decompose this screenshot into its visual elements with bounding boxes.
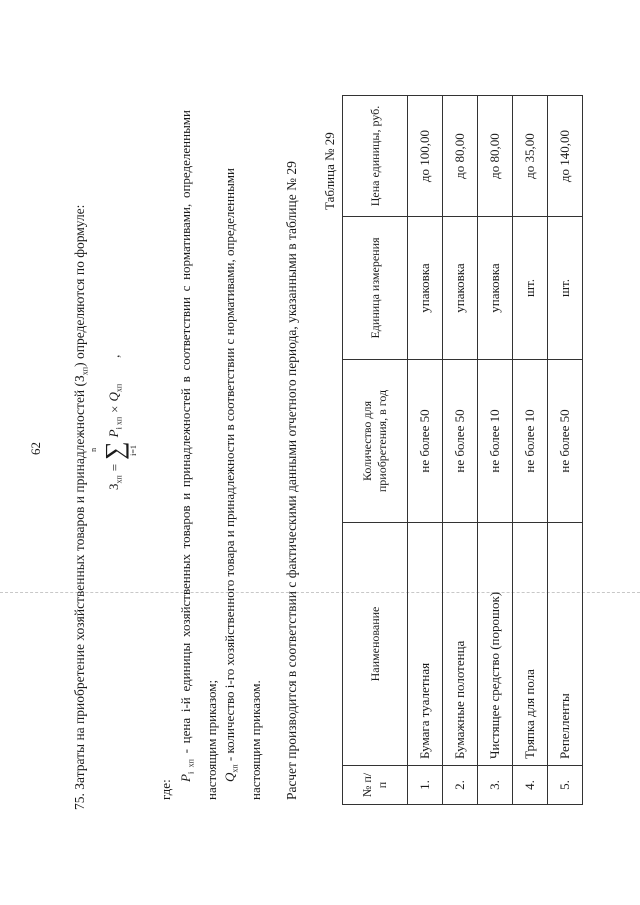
table-caption: Таблица № 29 (322, 132, 337, 210)
header-name: Наименование (343, 523, 408, 766)
section-heading-symbol: $З_{хп}$ (72, 366, 90, 382)
row-unit: упаковка (408, 217, 443, 360)
row-quantity: не более 50 (408, 360, 443, 523)
table-row (478, 96, 513, 805)
row-unit: упаковка (443, 217, 478, 360)
row-quantity: не более 10 (478, 360, 513, 523)
table-row (443, 96, 478, 805)
formula-comma: , (107, 354, 122, 358)
row-price: до 80,00 (443, 96, 478, 217)
row-unit: шт. (513, 217, 548, 360)
definition-quantity: $Q_{хп}$ - количество i-го хозяйственного товара и принадлежности в соответствии с нормативами, определенными настоящим приказом. (222, 168, 263, 800)
section-heading (72, 205, 90, 810)
row-name: Бумажные полотенца (443, 523, 478, 766)
row-price: до 35,00 (513, 96, 548, 217)
row-price: до 100,00 (408, 96, 443, 217)
row-num: 1. (408, 766, 443, 805)
section-heading-end: ) определяются по формуле: (72, 204, 87, 367)
row-quantity: не более 10 (513, 360, 548, 523)
header-price: Цена единицы, руб. (343, 96, 408, 217)
formula (89, 354, 138, 490)
row-price: до 80,00 (478, 96, 513, 217)
section-heading-text: 75. Затраты на приобретение хозяйственных товаров и принадлежностей ( (72, 381, 87, 810)
header-quantity: Количество для приобретения, в год (343, 360, 408, 523)
row-num: 4. (513, 766, 548, 805)
header-num: № п/п (343, 766, 408, 805)
formula-eq: = (107, 463, 122, 472)
formula-lhs: $З_{хп}$ (106, 475, 124, 490)
row-name: Тряпка для пола (513, 523, 548, 766)
row-quantity: не более 50 (548, 360, 583, 523)
row-num: 2. (443, 766, 478, 805)
definition-price: $P_{i хп}$ - цена i-й единицы хозяйственных товаров и принадлежностей в соответствии с нормативами, определенными настоящим приказом; (178, 110, 219, 800)
table-header-row (343, 96, 408, 805)
row-name: Репелленты (548, 523, 583, 766)
row-name: Чистящее средство (порошок) (478, 523, 513, 766)
goods-table (342, 95, 583, 805)
table-row (408, 96, 443, 805)
page-number: 62 (28, 442, 43, 455)
table-row (513, 96, 548, 805)
formula-p: $P_{i хп}$ (106, 416, 124, 438)
calculation-note: Расчет производится в соответствии с фактическими данными отчетного периода, указанными в таблице № 29 (284, 161, 299, 800)
row-name: Бумага туалетная (408, 523, 443, 766)
formula-q: $Q_{хп}$ (106, 383, 124, 402)
row-num: 3. (478, 766, 513, 805)
row-unit: упаковка (478, 217, 513, 360)
formula-times: × (107, 405, 122, 413)
sum-symbol: ∑ n i=1 (89, 441, 138, 460)
row-price: до 140,00 (548, 96, 583, 217)
table-row (548, 96, 583, 805)
header-unit: Единица измерения (343, 217, 408, 360)
row-quantity: не более 50 (443, 360, 478, 523)
where-label: где: (158, 779, 173, 800)
row-num: 5. (548, 766, 583, 805)
row-unit: шт. (548, 217, 583, 360)
